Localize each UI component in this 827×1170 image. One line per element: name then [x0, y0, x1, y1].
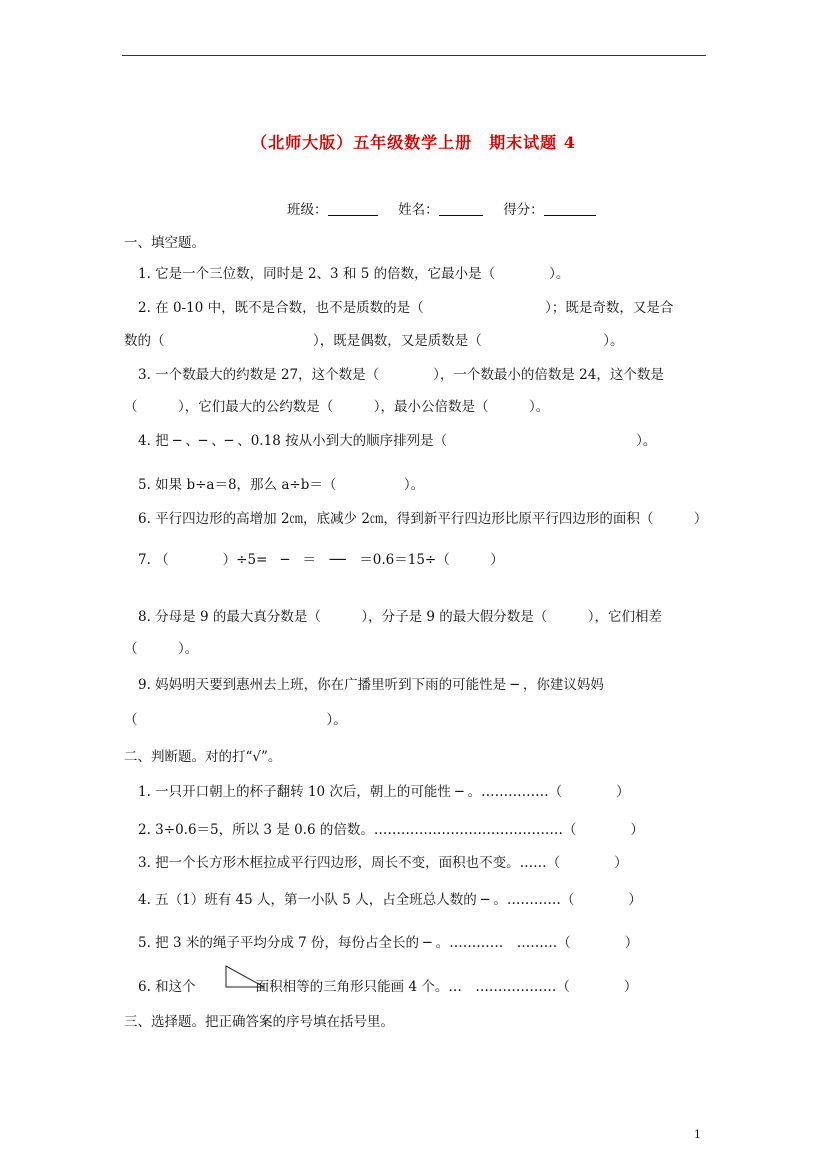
page-number: 1 [694, 1128, 701, 1141]
score-label: 得分： [503, 202, 544, 218]
name-label: 姓名： [398, 202, 439, 218]
student-info-row [287, 201, 596, 219]
judge-q3: 3. 把一个长方形木框拉成平行四边形，周长不变，面积也不变。……（ ） [138, 855, 628, 871]
fill-q5: 5. 如果 b÷a＝8，那么 a÷b＝（ ）。 [138, 477, 425, 493]
fill-q8b: （ ）。 [124, 641, 199, 657]
header-rule [122, 55, 706, 56]
right-triangle-figure [224, 964, 266, 990]
fill-q3b: （ ），它们最大的公约数是（ ），最小公倍数是（ ）。 [124, 399, 550, 415]
name-blank[interactable] [439, 201, 483, 216]
fill-q2a: 2. 在 0-10 中，既不是合数，也不是质数的是（ ）；既是奇数，又是合 [138, 300, 674, 316]
fill-q1: 1. 它是一个三位数，同时是 2、3 和 5 的倍数，它最小是（ ）。 [138, 266, 570, 282]
class-blank[interactable] [328, 201, 378, 216]
judge-q6 [138, 978, 637, 996]
page-title: （北师大版）五年级数学上册 期末试题 4 [251, 133, 576, 152]
fill-q3a: 3. 一个数最大的约数是 27，这个数是（ ），一个数最小的倍数是 24，这个数是 [138, 367, 664, 383]
fill-q7: 7. （ ）÷5= ─ ＝ ── ＝0.6＝15÷（ ） [138, 552, 504, 568]
class-label: 班级： [287, 202, 328, 218]
fill-q6: 6. 平行四边形的高增加 2㎝，底减少 2㎝，得到新平行四边形比原平行四边形的面积（ ） [138, 511, 708, 527]
fill-q2b: 数的（ ），既是偶数，又是质数是（ ）。 [124, 333, 624, 349]
judge-q2: 2. 3÷0.6＝5，所以 3 是 0.6 的倍数。……………………………………（ ） [138, 822, 644, 838]
fill-q9b: （ ）。 [124, 712, 347, 728]
section-fill-heading: 一、填空题。 [124, 235, 205, 251]
judge-q5: 5. 把 3 米的绳子平均分成 7 份，每份占全长的 ─ 。………… ………（ ） [138, 935, 639, 951]
section-choice-heading: 三、选择题。把正确答案的序号填在括号里。 [124, 1014, 394, 1030]
score-blank[interactable] [544, 201, 596, 216]
judge-q6-prefix: 6. 和这个 [138, 979, 196, 995]
judge-q1: 1. 一只开口朝上的杯子翻转 10 次后，朝上的可能性 ─ 。……………（ ） [138, 784, 630, 800]
fill-q4: 4. 把 ─ 、─ 、─ 、0.18 按从小到大的顺序排列是（ ）。 [138, 433, 657, 449]
fill-q9a: 9. 妈妈明天要到惠州去上班，你在广播里听到下雨的可能性是 ─ ，你建议妈妈 [138, 677, 604, 693]
judge-q4: 4. 五（1）班有 45 人，第一小队 5 人，占全班总人数的 ─ 。…………（ ） [138, 892, 642, 908]
judge-q6-suffix: 面积相等的三角形只能画 4 个。… ………………（ ） [255, 979, 638, 995]
fill-q8a: 8. 分母是 9 的最大真分数是（ ），分子是 9 的最大假分数是（ ），它们相差 [138, 609, 663, 625]
section-judge-heading: 二、判断题。对的打“√”。 [124, 749, 282, 765]
